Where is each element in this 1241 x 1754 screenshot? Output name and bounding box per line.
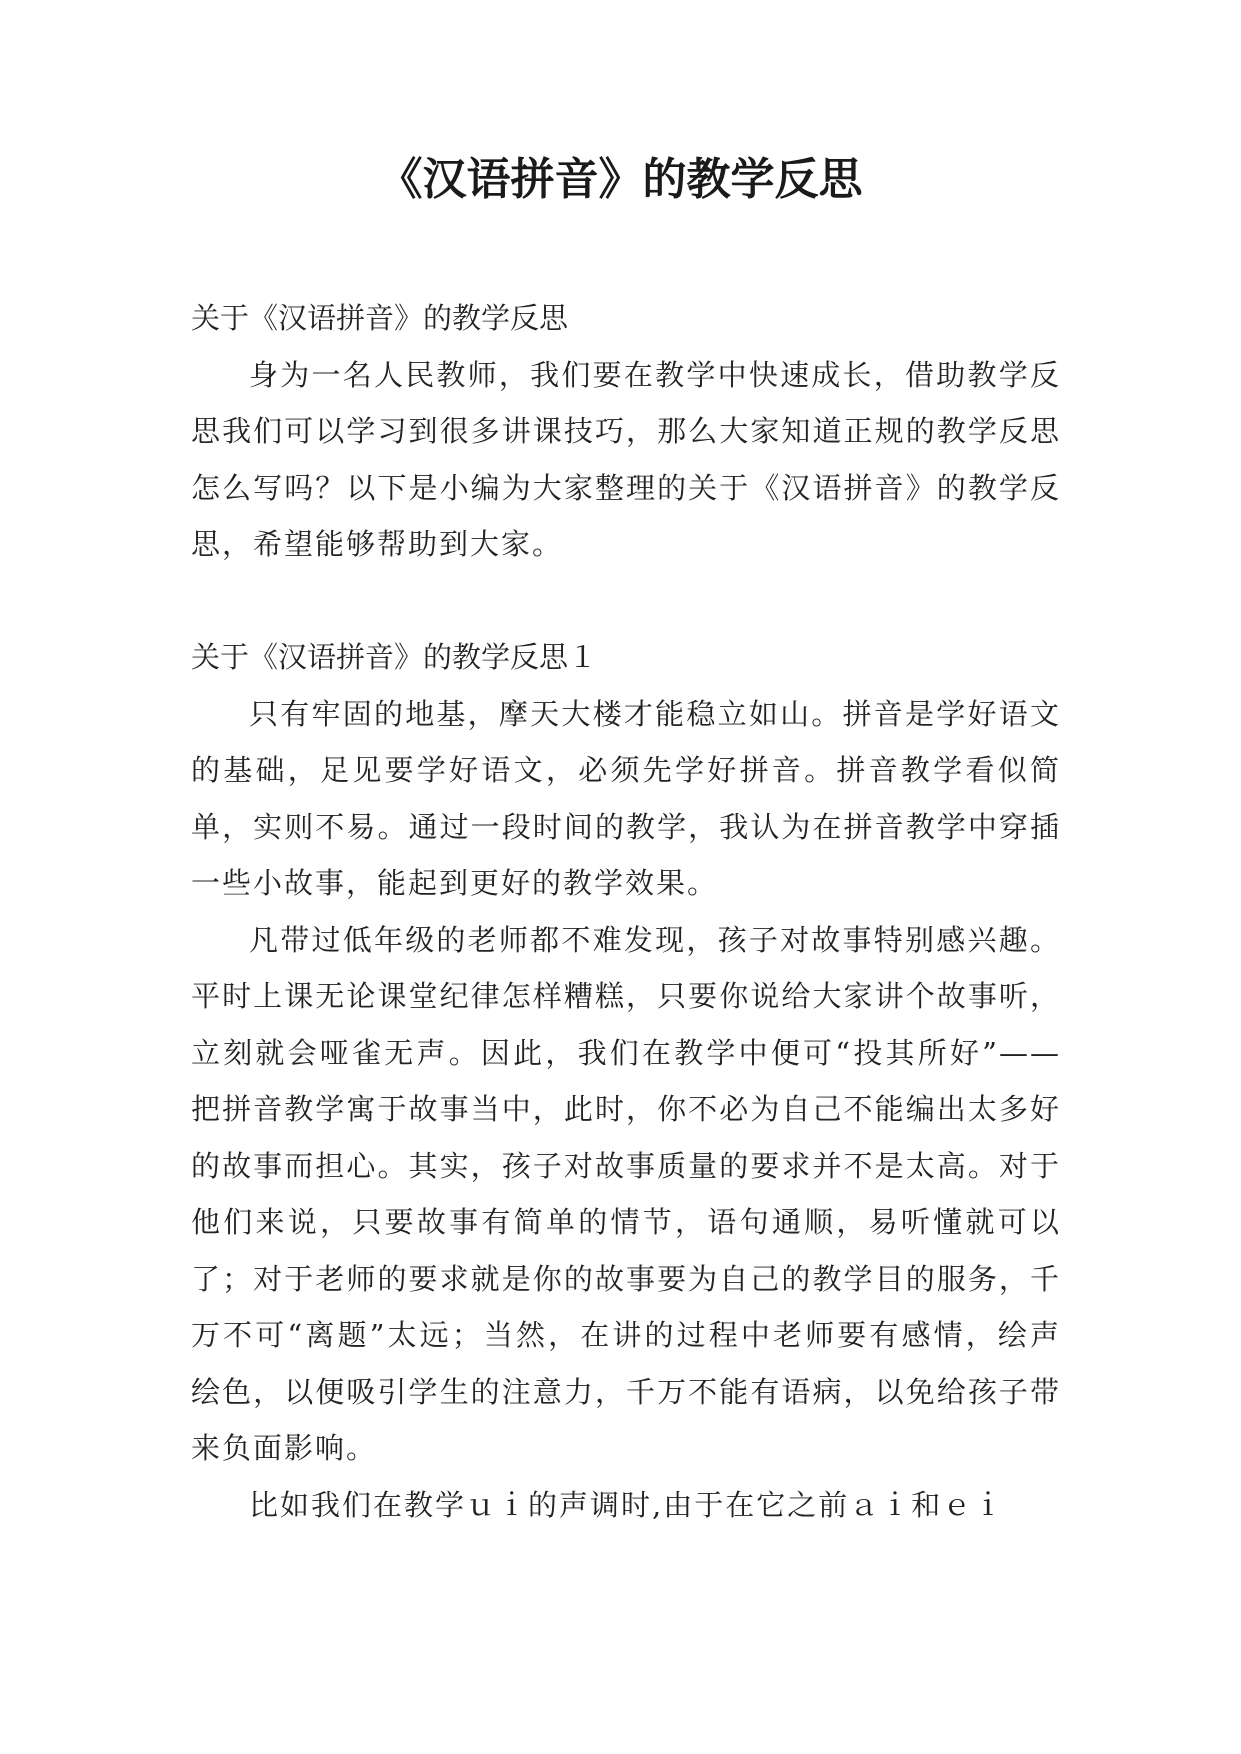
- paragraph: 只有牢固的地基，摩天大楼才能稳立如山。拼音是学好语文的基础，足见要学好语文，必须先学好拼音。拼音教学看似简单，实则不易。通过一段时间的教学，我认为在拼音教学中穿插一些小故事，能起到更好的教学效果。: [191, 696, 1061, 900]
- section-heading: 关于《汉语拼音》的教学反思: [191, 301, 569, 335]
- paragraph: 比如我们在教学ｕｉ的声调时,由于在它之前ａｉ和ｅｉ: [249, 1487, 1005, 1522]
- document-title: 《汉语拼音》的教学反思: [378, 154, 863, 205]
- section-heading: 关于《汉语拼音》的教学反思１: [191, 640, 598, 674]
- section-reflection-1: [191, 629, 1061, 1533]
- paragraph: 身为一名人民教师，我们要在教学中快速成长，借助教学反思我们可以学习到很多讲课技巧，那么大家知道正规的教学反思怎么写吗？以下是小编为大家整理的关于《汉语拼音》的教学反思，希望能够帮助到大家。: [191, 357, 1061, 561]
- document-body: [191, 290, 1061, 1533]
- section-spacer: [191, 573, 1061, 630]
- paragraph: 凡带过低年级的老师都不难发现，孩子对故事特别感兴趣。平时上课无论课堂纪律怎样糟糕，只要你说给大家讲个故事听，立刻就会哑雀无声。因此，我们在教学中便可“投其所好”——把拼音教学寓于故事当中，此时，你不必为自己不能编出太多好的故事而担心。其实，孩子对故事质量的要求并不是太高。对于他们来说，只要故事有简单的情节，语句通顺，易听懂就可以了；对于老师的要求就是你的故事要为自己的教学目的服务，千万不可“离题”太远；当然，在讲的过程中老师要有感情，绘声绘色，以便吸引学生的注意力，千万不能有语病，以免给孩子带来负面影响。: [191, 922, 1061, 1465]
- section-intro: [191, 290, 1061, 573]
